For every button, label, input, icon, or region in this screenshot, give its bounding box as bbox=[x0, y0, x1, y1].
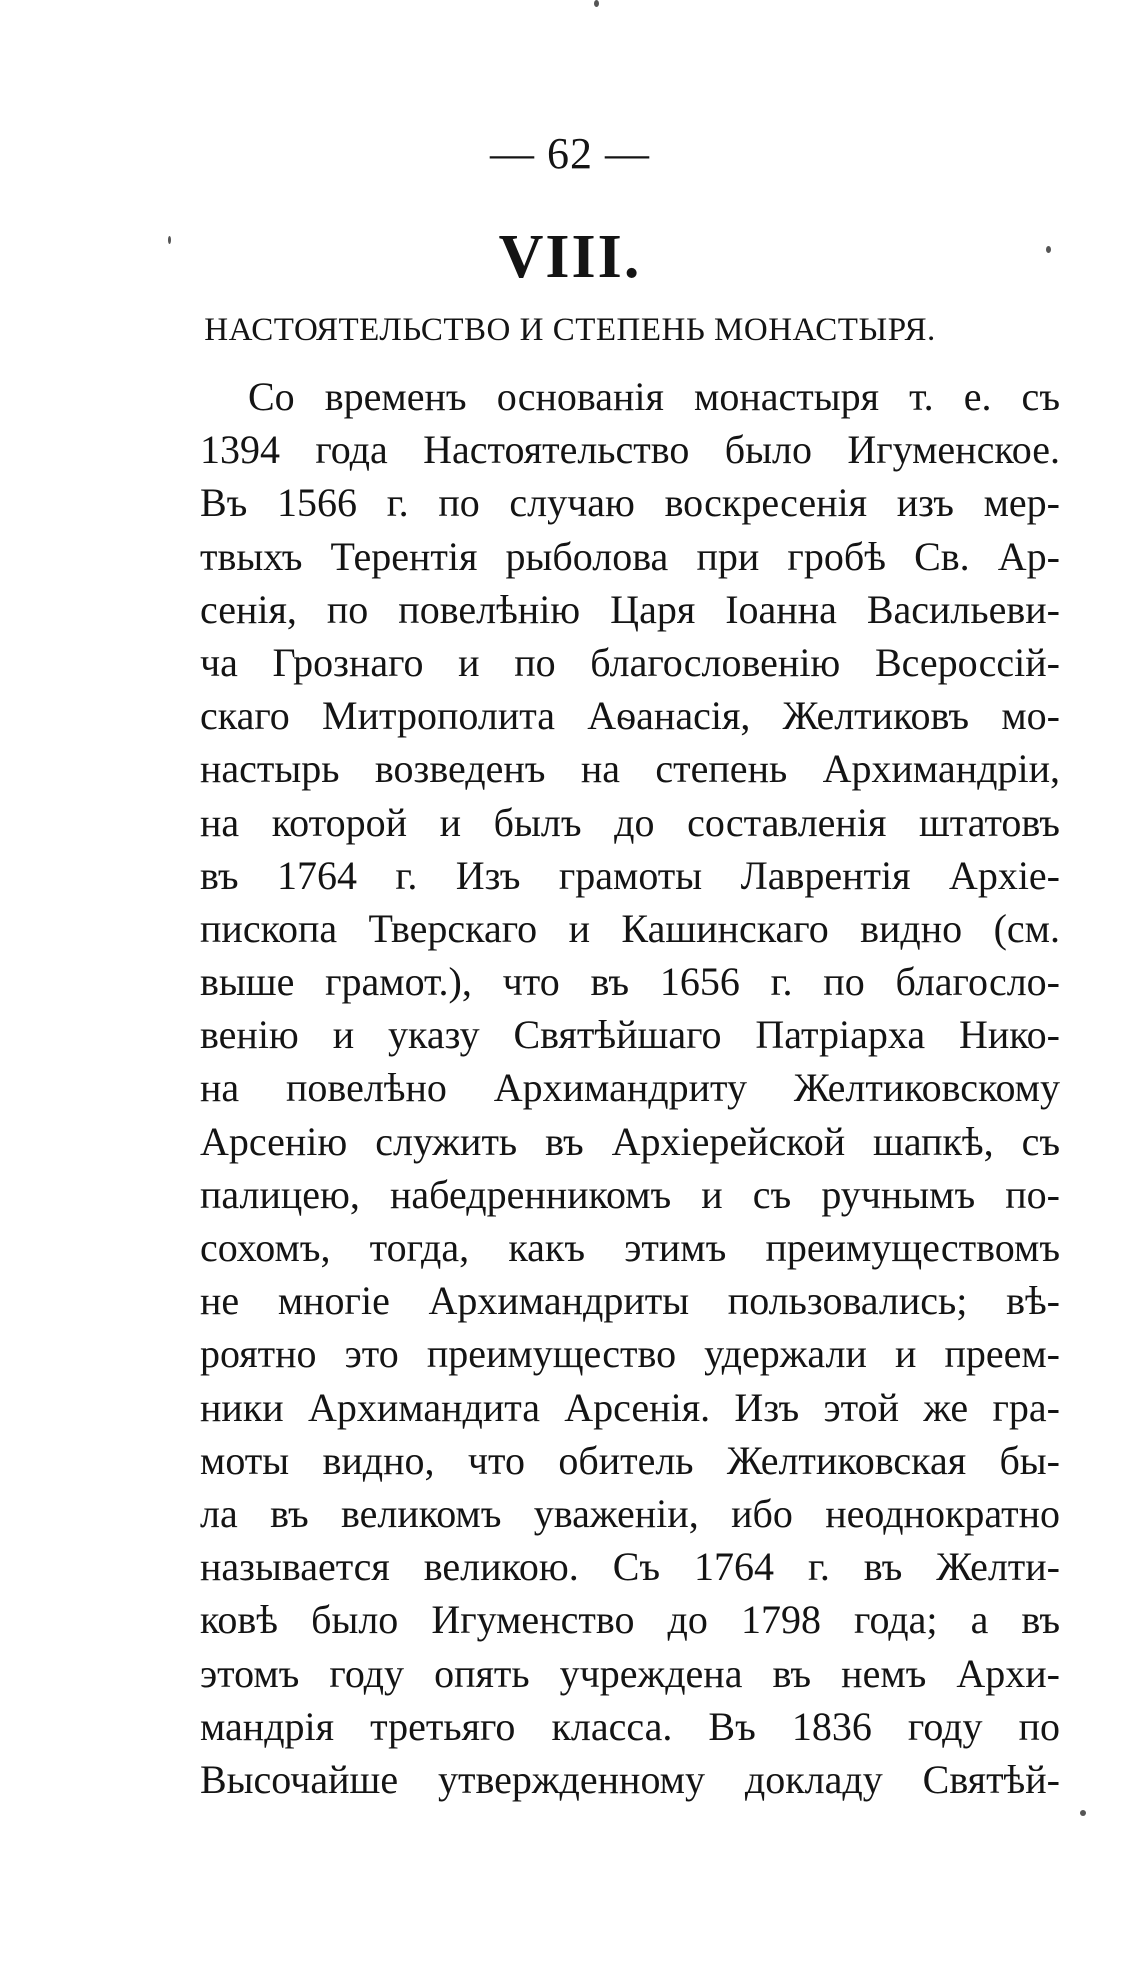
chapter-numeral: VIII. bbox=[498, 223, 642, 291]
text-line: въ 1764 г. Изъ грамоты Лаврентія Архіе- bbox=[200, 852, 1060, 898]
scan-speck bbox=[168, 236, 171, 244]
text-line: называется великою. Съ 1764 г. въ Желти- bbox=[200, 1544, 1060, 1590]
text-line: на которой и былъ до составленія штатовъ bbox=[200, 799, 1060, 845]
text-line: этомъ году опять учреждена въ немъ Архи- bbox=[200, 1650, 1060, 1696]
text-line: твыхъ Терентія рыболова при гробѣ Св. Ар- bbox=[200, 533, 1060, 579]
text-line: Со временъ основанія монастыря т. е. съ bbox=[248, 374, 1060, 419]
scan-speck bbox=[1046, 246, 1051, 253]
text-line: палицею, набедренникомъ и съ ручнымъ по- bbox=[200, 1171, 1060, 1217]
text-line: сенія, по повелѣнію Царя Іоанна Васильеви- bbox=[200, 586, 1060, 632]
chapter-title: НАСТОЯТЕЛЬСТВО И СТЕПЕНЬ МОНАСТЫРЯ. bbox=[204, 312, 936, 348]
text-line: ча Грознаго и по благословенію Всероссій- bbox=[200, 639, 1060, 685]
text-line: венію и указу Святѣйшаго Патріарха Нико- bbox=[200, 1012, 1060, 1058]
text-line: не многіе Архимандриты пользовались; вѣ- bbox=[200, 1278, 1060, 1324]
text-line: ники Архимандита Арсенія. Изъ этой же гра- bbox=[200, 1384, 1060, 1430]
page-number: — 62 — bbox=[490, 129, 650, 178]
text-line: Въ 1566 г. по случаю воскресенія изъ мер- bbox=[200, 480, 1060, 526]
text-line: ла въ великомъ уваженіи, ибо неоднократно bbox=[200, 1490, 1060, 1536]
text-line: Арсенію служить въ Архіерейской шапкѣ, съ bbox=[200, 1118, 1060, 1164]
text-line: на повелѣно Архимандриту Желтиковскому bbox=[200, 1065, 1060, 1111]
text-line: роятно это преимущество удержали и преем- bbox=[200, 1331, 1060, 1377]
scan-speck bbox=[594, 0, 599, 7]
text-line: пископа Тверскаго и Кашинскаго видно (см. bbox=[200, 905, 1060, 951]
body-text bbox=[200, 370, 1060, 1806]
text-line: Высочайше утвержденному докладу Святѣй- bbox=[200, 1756, 1060, 1802]
text-line: настырь возведенъ на степень Архимандріи, bbox=[200, 746, 1060, 792]
text-line: сохомъ, тогда, какъ этимъ преимуществомъ bbox=[200, 1225, 1060, 1270]
text-line: мандрія третьяго класса. Въ 1836 году по bbox=[200, 1703, 1060, 1749]
text-line: ковѣ было Игуменство до 1798 года; а въ bbox=[200, 1597, 1060, 1643]
scan-speck bbox=[1080, 1810, 1086, 1816]
text-line: 1394 года Настоятельство было Игуменское. bbox=[200, 427, 1060, 473]
text-line: скаго Митрополита Аѳанасія, Желтиковъ мо- bbox=[200, 693, 1060, 739]
text-line: моты видно, что обитель Желтиковская бы- bbox=[200, 1437, 1060, 1483]
text-line: выше грамот.), что въ 1656 г. по благосло- bbox=[200, 959, 1060, 1005]
